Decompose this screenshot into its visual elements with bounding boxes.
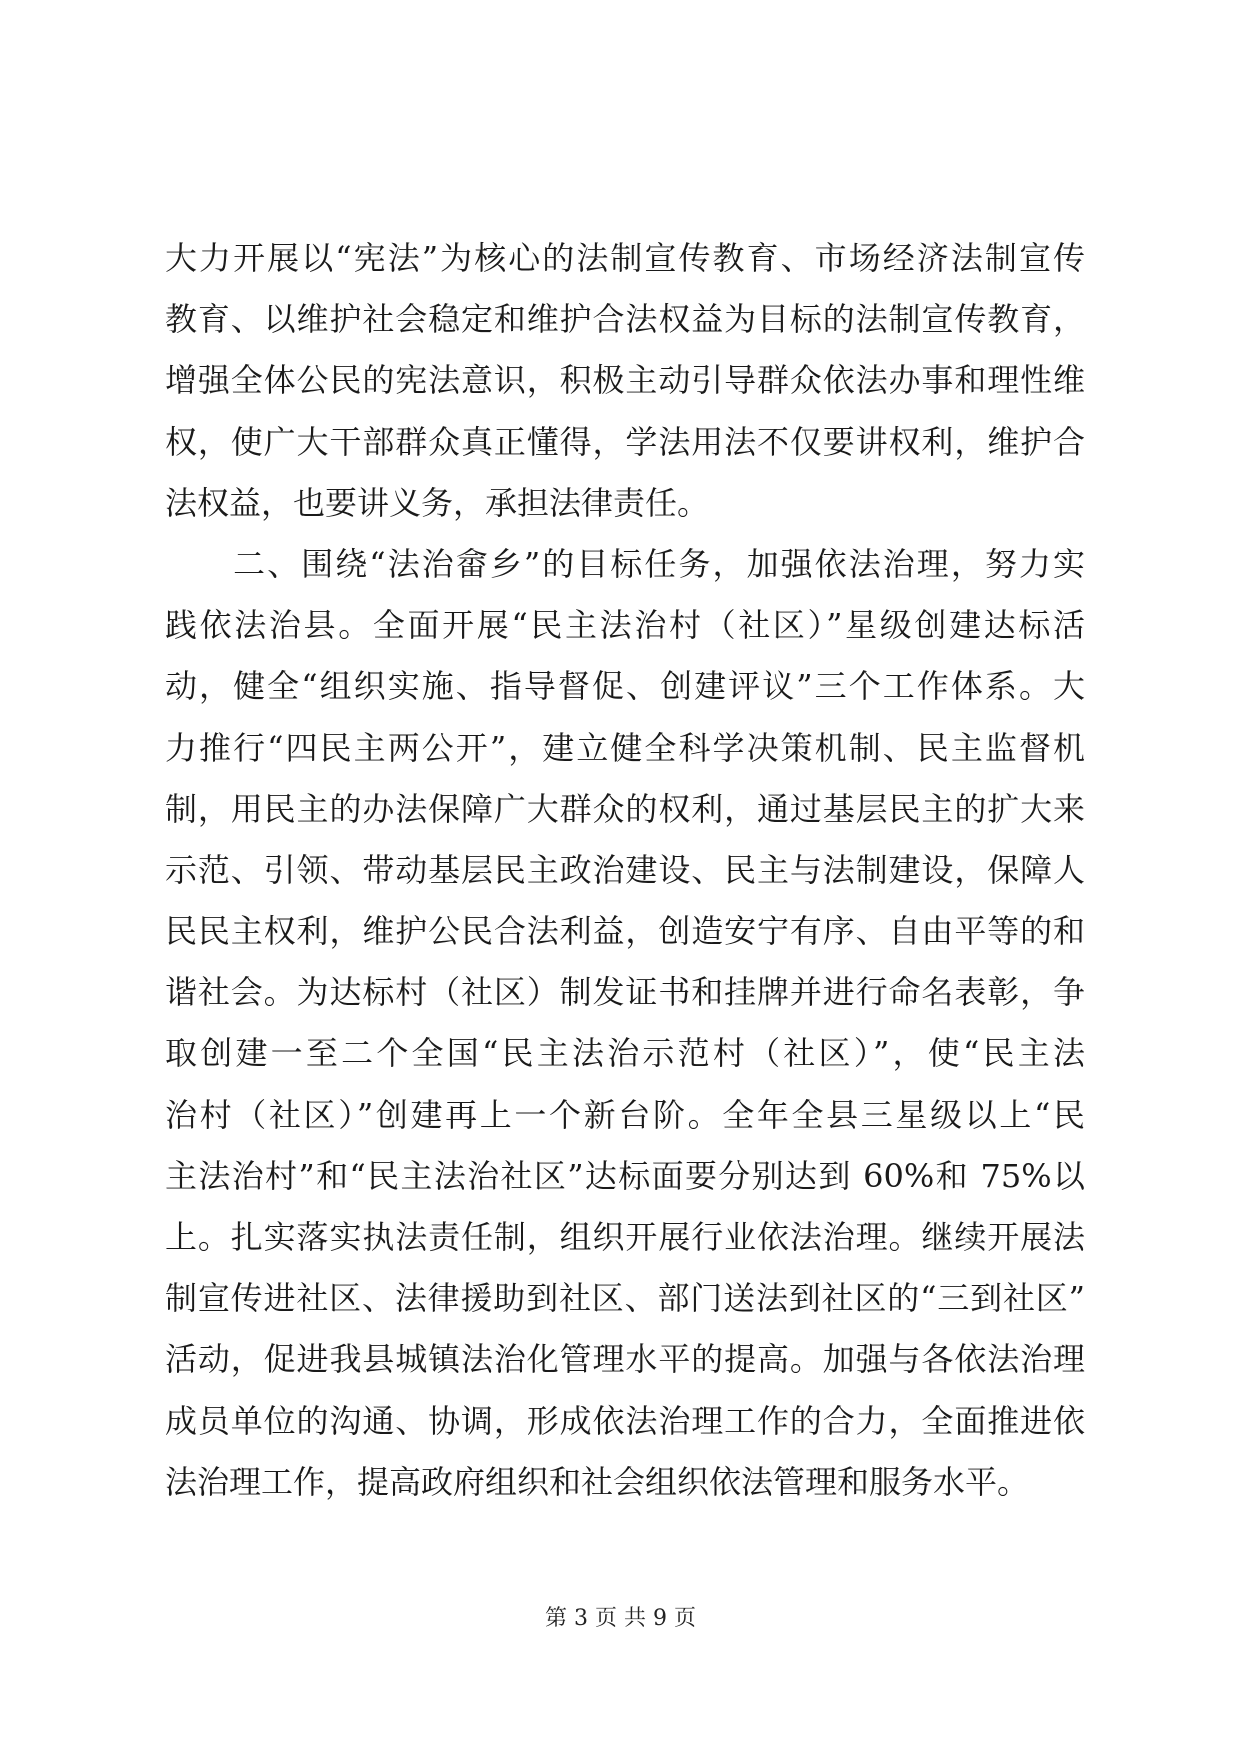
text-line: 二、围绕“法治畲乡”的目标任务，加强依法治理，努力实 <box>165 544 1085 583</box>
text-line: 动，健全“组织实施、指导督促、创建评议”三个工作体系。大 <box>165 667 1085 706</box>
text-line: 践依法治县。全面开展“民主法治村（社区）”星级创建达标活 <box>165 606 1085 645</box>
text-line: 力推行“四民主两公开”，建立健全科学决策机制、民主监督机 <box>165 728 1085 767</box>
text-line: 民民主权利，维护公民合法利益，创造安宁有序、自由平等的和 <box>165 912 1085 951</box>
text-line: 制，用民主的办法保障广大群众的权利，通过基层民主的扩大来 <box>165 789 1085 828</box>
body-text <box>165 228 1085 1513</box>
page-number-footer: 第 3 页 共 9 页 <box>545 1606 696 1631</box>
text-line: 成员单位的沟通、协调，形成依法治理工作的合力，全面推进依 <box>165 1401 1085 1440</box>
text-line: 教育、以维护社会稳定和维护合法权益为目标的法制宣传教育， <box>165 300 1085 339</box>
text-line: 法治理工作，提高政府组织和社会组织依法管理和服务水平。 <box>165 1462 1030 1501</box>
text-line: 大力开展以“宪法”为核心的法制宣传教育、市场经济法制宣传 <box>165 239 1085 277</box>
text-line: 主法治村”和“民主法治社区”达标面要分别达到 60%和 75%以 <box>165 1156 1085 1195</box>
text-line: 制宣传进社区、法律援助到社区、部门送法到社区的“三到社区” <box>165 1279 1085 1318</box>
text-line: 权，使广大干部群众真正懂得，学法用法不仅要讲权利，维护合 <box>165 422 1085 461</box>
text-line: 活动，促进我县城镇法治化管理水平的提高。加强与各依法治理 <box>165 1340 1085 1379</box>
text-line: 治村（社区）”创建再上一个新台阶。全年全县三星级以上“民 <box>165 1095 1085 1134</box>
text-line: 示范、引领、带动基层民主政治建设、民主与法制建设，保障人 <box>165 850 1085 889</box>
text-line: 上。扎实落实执法责任制，组织开展行业依法治理。继续开展法 <box>165 1218 1085 1256</box>
text-line: 法权益，也要讲义务，承担法律责任。 <box>165 483 710 522</box>
text-line: 增强全体公民的宪法意识，积极主动引导群众依法办事和理性维 <box>165 361 1085 400</box>
text-line: 谐社会。为达标村（社区）制发证书和挂牌并进行命名表彰，争 <box>165 973 1085 1012</box>
text-line: 取创建一至二个全国“民主法治示范村（社区）”，使“民主法 <box>165 1034 1085 1073</box>
